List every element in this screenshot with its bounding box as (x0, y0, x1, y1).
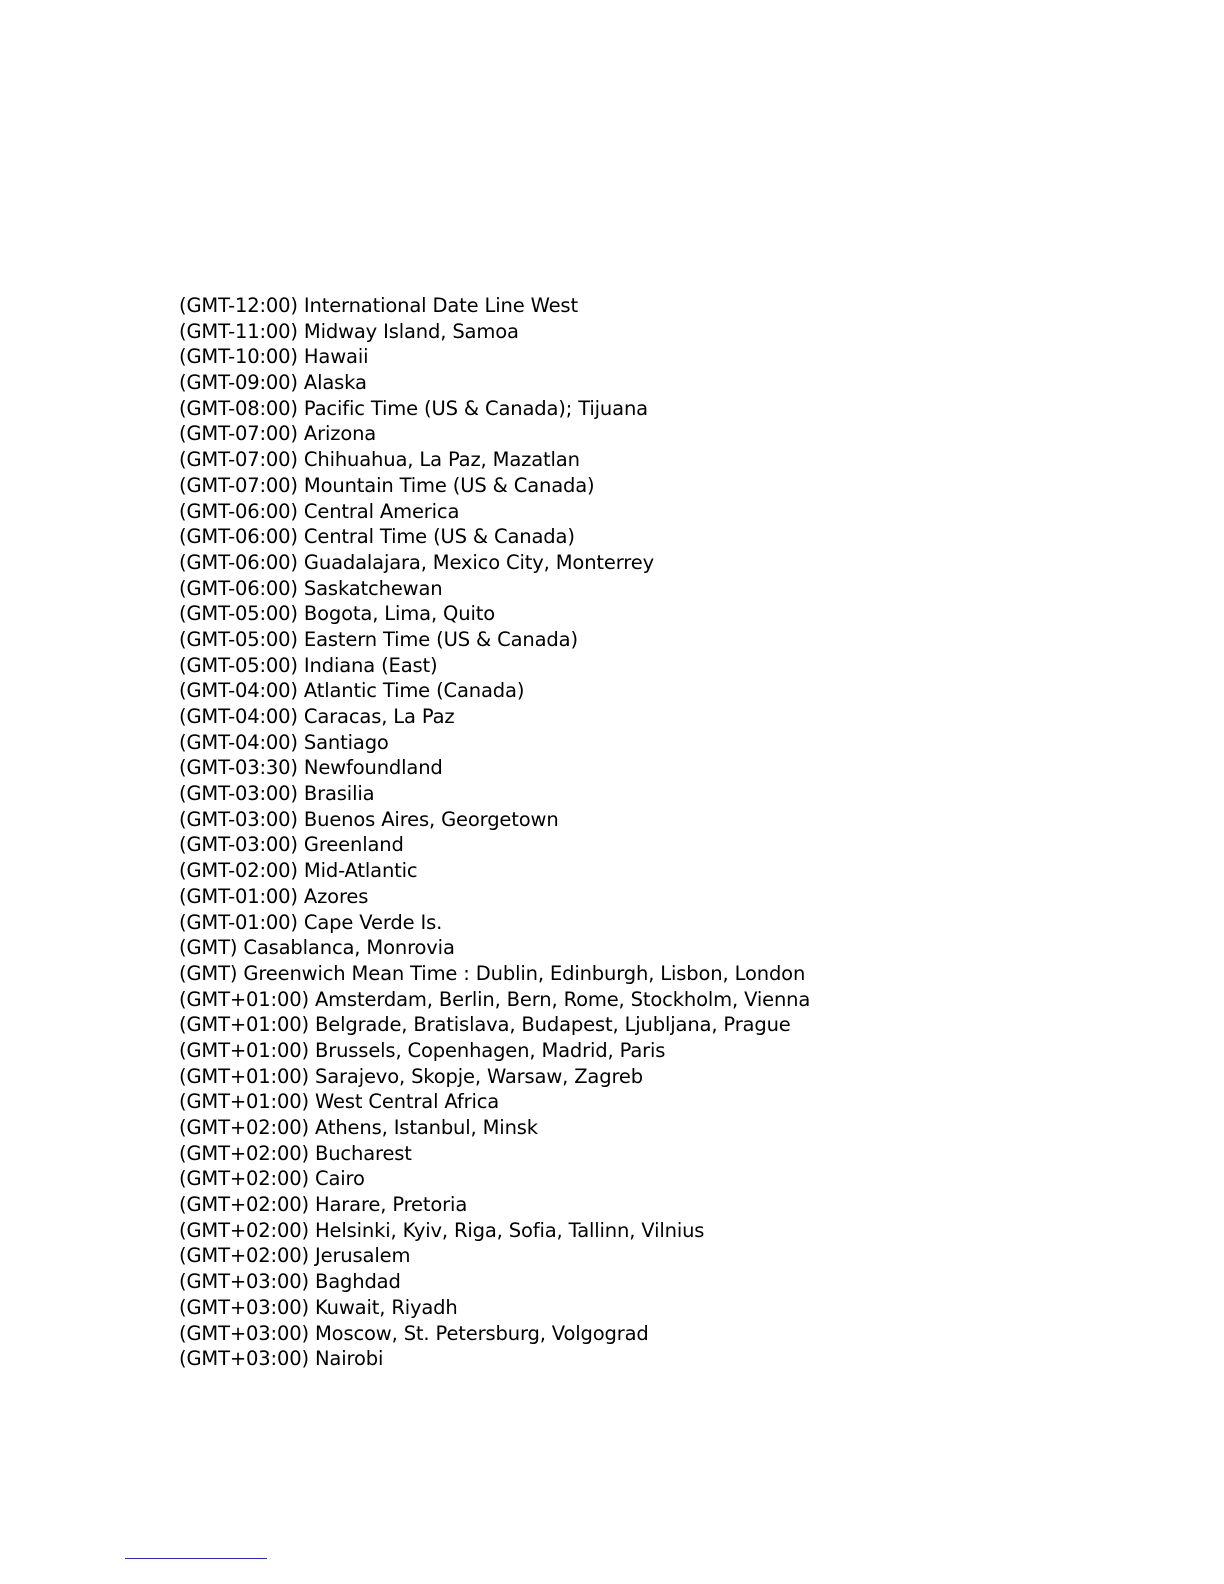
timezone-list-item: (GMT-11:00) Midway Island, Samoa (179, 319, 519, 343)
timezone-list-item: (GMT) Casablanca, Monrovia (179, 936, 455, 960)
timezone-list-item: (GMT-01:00) Azores (179, 884, 369, 908)
timezone-list-item: (GMT-07:00) Chihuahua, La Paz, Mazatlan (179, 448, 580, 472)
timezone-list-item: (GMT-12:00) International Date Line West (179, 294, 578, 317)
timezone-list-item: (GMT+01:00) Amsterdam, Berlin, Bern, Rome, Stockholm, Vienna (179, 987, 811, 1011)
timezone-list-item: (GMT-03:00) Buenos Aires, Georgetown (179, 807, 559, 831)
timezone-list-item: (GMT-06:00) Saskatchewan (179, 576, 443, 600)
timezone-list-item: (GMT+02:00) Harare, Pretoria (179, 1193, 468, 1217)
timezone-list-item: (GMT-06:00) Central America (179, 499, 460, 523)
timezone-list-item: (GMT-07:00) Arizona (179, 422, 377, 446)
footnote-separator (125, 1558, 267, 1559)
timezone-list-item: (GMT+02:00) Helsinki, Kyiv, Riga, Sofia, Tallinn, Vilnius (179, 1218, 705, 1242)
timezone-list-item: (GMT-03:00) Greenland (179, 833, 404, 857)
timezone-list-item: (GMT+01:00) Brussels, Copenhagen, Madrid, Paris (179, 1038, 666, 1062)
timezone-list-item: (GMT+03:00) Moscow, St. Petersburg, Volgograd (179, 1321, 649, 1345)
timezone-list-item: (GMT+02:00) Jerusalem (179, 1244, 411, 1268)
timezone-list-item: (GMT-10:00) Hawaii (179, 345, 369, 369)
timezone-list-item: (GMT-04:00) Caracas, La Paz (179, 705, 455, 728)
timezone-list-item: (GMT+02:00) Bucharest (179, 1141, 412, 1165)
timezone-list-item: (GMT+01:00) Sarajevo, Skopje, Warsaw, Zagreb (179, 1064, 643, 1088)
timezone-list-item: (GMT-04:00) Atlantic Time (Canada) (179, 679, 525, 703)
timezone-list-item: (GMT) Greenwich Mean Time : Dublin, Edinburgh, Lisbon, London (179, 961, 806, 985)
timezone-list-item: (GMT-05:00) Bogota, Lima, Quito (179, 602, 495, 626)
timezone-list-item: (GMT-04:00) Santiago (179, 730, 389, 754)
timezone-list (179, 293, 810, 1372)
timezone-list-item: (GMT-06:00) Guadalajara, Mexico City, Monterrey (179, 550, 654, 574)
timezone-list-item: (GMT-02:00) Mid-Atlantic (179, 859, 418, 883)
timezone-list-item: (GMT-01:00) Cape Verde Is. (179, 910, 443, 934)
timezone-list-item: (GMT+03:00) Nairobi (179, 1347, 384, 1371)
timezone-list-item: (GMT-08:00) Pacific Time (US & Canada); Tijuana (179, 396, 648, 420)
timezone-list-item: (GMT+01:00) West Central Africa (179, 1090, 500, 1114)
timezone-list-item: (GMT+03:00) Baghdad (179, 1270, 401, 1294)
timezone-list-item: (GMT-03:00) Brasilia (179, 782, 375, 806)
timezone-list-item: (GMT+02:00) Cairo (179, 1167, 365, 1191)
timezone-list-item: (GMT+02:00) Athens, Istanbul, Minsk (179, 1116, 538, 1139)
timezone-list-item: (GMT-09:00) Alaska (179, 371, 367, 395)
timezone-list-item: (GMT+01:00) Belgrade, Bratislava, Budapest, Ljubljana, Prague (179, 1013, 791, 1037)
timezone-list-item: (GMT-03:30) Newfoundland (179, 756, 443, 780)
timezone-list-item: (GMT+03:00) Kuwait, Riyadh (179, 1295, 458, 1319)
timezone-list-item: (GMT-05:00) Eastern Time (US & Canada) (179, 627, 578, 651)
timezone-list-item: (GMT-07:00) Mountain Time (US & Canada) (179, 473, 595, 497)
timezone-list-item: (GMT-05:00) Indiana (East) (179, 653, 438, 677)
timezone-list-item: (GMT-06:00) Central Time (US & Canada) (179, 525, 575, 549)
